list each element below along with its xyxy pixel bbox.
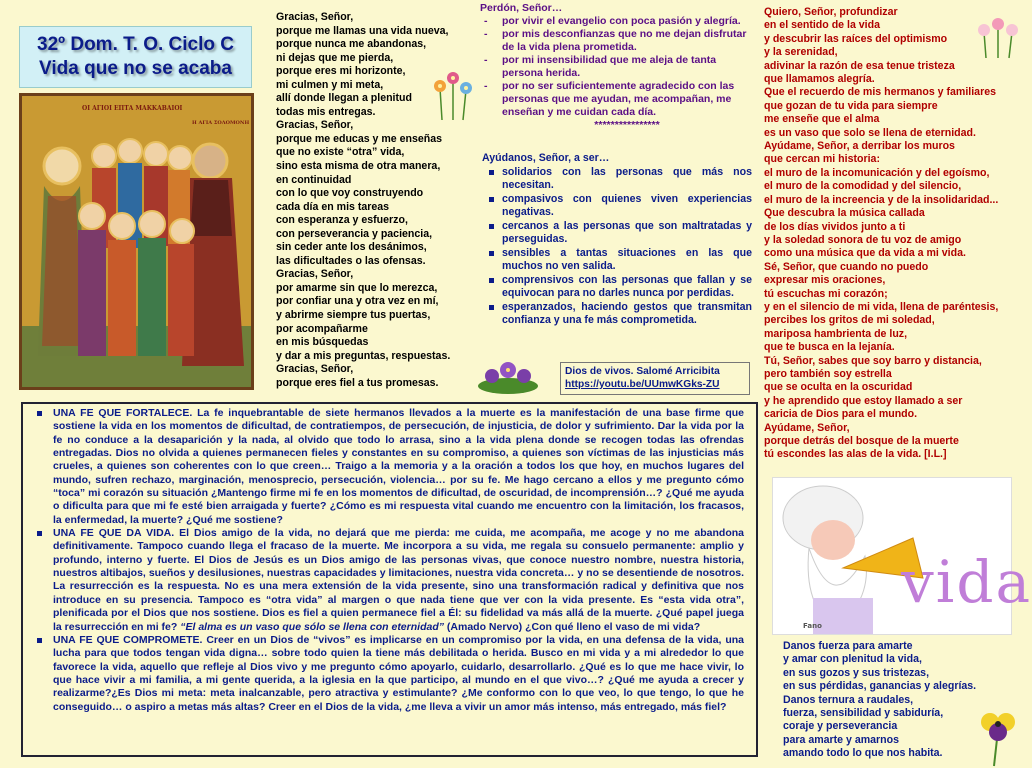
gracias-line: Gracias, Señor,: [276, 363, 354, 376]
quiero-line: adivinar la razón de esa tenue tristeza: [764, 59, 955, 72]
reflection-box: [21, 402, 758, 757]
quiero-line: Quiero, Señor, profundizar: [764, 6, 898, 18]
gracias-line: en mis búsquedas: [276, 336, 369, 349]
gracias-line: Gracias, Señor,: [276, 268, 354, 281]
title-line-2: Vida que no se acaba: [39, 58, 232, 79]
perdon-heading: Perdón, Señor…: [480, 2, 563, 14]
list-item: - por mi insensibilidad que me aleja de tanta persona herida.: [480, 54, 752, 80]
reflection-quote: “El alma es un vaso que sólo se llena con eternidad”: [180, 620, 444, 633]
quiero-line: y he aprendido que estoy llamado a ser: [764, 394, 963, 407]
quiero-line: percibes los gritos de mi soledad,: [764, 314, 935, 327]
quiero-line: como una música que da vida a mi vida.: [764, 247, 966, 260]
danos-line: y amar con plenitud la vida,: [783, 653, 922, 666]
danos-line: coraje y perseverancia: [783, 720, 898, 733]
reflection-text: UNA FE QUE FORTALECE. La fe inquebrantable de siete hermanos llevados a la muerte es la manifestación de una base firme que sostiene la vida en los momentos de dificultad, de contratiempos, de persecución, de injusticia, de dolor y sufrimiento. Dar la vida por la fe no conduce a la desaparición y la nada, al olvido que todo lo arrasa, sino a la vida plena donde se recogen todas las ofrendas entregadas. Dios no olvida a quienes permanecen fieles y constantes en su compromiso, a quienes son víctimas de las injusticias más crueles, a quienes son coherentes con lo que creen… Traigo a la memoria y a la oración a todos los que hoy, en muchos lugares del mundo, sufren rechazo, marginación, menosprecio, persecución, violencia… por su fe. Me hago cercano a ellos y me pregunto cómo “toca” mi corazón su situación ¿Mantengo firme mi fe en los momentos de dificultad, de oscuridad, de incomprensión…? ¿Qué me ayuda o dificulta para que mi fe esté bien arraigada y fuerte? ¿Cómo es mi respuesta vital cuando me encuentro con la limitación, los fracasos, la enfermedad, la muerte? ¿Qué me sostiene?: [53, 407, 744, 526]
gracias-line: y abrirme siempre tus puertas,: [276, 309, 431, 322]
quiero-line: Ayúdame, Señor,: [764, 421, 850, 434]
gracias-line: todas mis entregas.: [276, 105, 376, 118]
danos-line: amando todo lo que nos habita.: [783, 747, 943, 760]
quiero-line: que cercan mi historia:: [764, 153, 880, 166]
ayudanos-heading: Ayúdanos, Señor, a ser…: [482, 152, 610, 164]
danos-line: para amarte y amarnos: [783, 733, 900, 746]
list-item: cercanos a las personas que son maltratadas y perseguidas.: [482, 220, 752, 247]
perdon-prayer: [480, 2, 752, 132]
video-label: Dios de vivos. Salomé Arricibita: [565, 366, 720, 377]
danos-line: en sus pérdidas, ganancias y alegrías.: [783, 680, 977, 693]
painting-inscription-right: Η ΑΓΙΑ ΣΟΛΟΜΟΝΗ: [192, 120, 250, 126]
video-link[interactable]: https://youtu.be/UUmwKGks-ZU: [565, 379, 720, 390]
title-line-1: 32º Dom. T. O. Ciclo C: [37, 34, 234, 55]
quiero-line: y la serenidad,: [764, 46, 838, 59]
gracias-line: en continuidad: [276, 173, 352, 186]
quiero-line: expresar mis oraciones,: [764, 274, 886, 287]
title-box: [19, 26, 252, 88]
gracias-line: sin ceder ante los desánimos,: [276, 241, 427, 254]
danos-prayer: [783, 640, 976, 761]
gracias-line: porque eres mi horizonte,: [276, 65, 406, 78]
quiero-line: me enseñe que el alma: [764, 113, 880, 126]
quiero-line: el muro de la increencia y de la insolidaridad...: [764, 193, 999, 206]
quiero-line: mariposa hambrienta de luz,: [764, 327, 908, 340]
gracias-line: porque nunca me abandonas,: [276, 38, 427, 51]
quiero-line: que se oculta en la oscuridad: [764, 381, 913, 394]
violets-icon: [470, 352, 546, 396]
quiero-prayer: [764, 6, 998, 462]
quiero-line: el muro de la comodidad y del silencio,: [764, 180, 962, 193]
quiero-line: Ayúdame, Señor, a derribar los muros: [764, 140, 955, 153]
quiero-line: Que el recuerdo de mis hermanos y familiares: [764, 86, 996, 99]
gracias-line: Gracias, Señor,: [276, 11, 354, 23]
quiero-line: y la soledad sonora de tu voz de amigo: [764, 233, 962, 246]
gracias-line: ni dejas que me pierda,: [276, 51, 394, 64]
gracias-line: con lo que voy construyendo: [276, 187, 424, 200]
quiero-line: el muro de la incomunicación y del egoísmo,: [764, 166, 990, 179]
list-item: compasivos con quienes viven experiencias negativas.: [482, 193, 752, 220]
quiero-line: y descubrir las raíces del optimismo: [764, 32, 948, 45]
danos-line: en sus gozos y sus tristezas,: [783, 666, 930, 679]
reflection-text: UNA FE QUE COMPROMETE. Creer en un Dios de “vivos” es implicarse en un compromiso por la vida, en una defensa de la vida, una lucha para que todos tengan vida digna… sobre todo quien la tiene más debilitada o herida. Busco en mi vida y a mi alrededor lo que favorece la vida, aquello que refleje al Dios vivo y me pregunto cómo apoyarlo, cuidarlo, desarrollarlo. ¿Qué es lo que me hace vivir, lo que hace vivir a mi familia, a mi gente querida, a la iglesia en la que participo, al mundo en el que vivo…? ¿Qué me ayuda a crecer y realizarme?¿Es Dios mi meta: meta inalcanzable, pero atractiva y estimulante? ¿Me conformo con lo que veo, lo que tengo, lo que he conseguido… o aspiro a metas más altas? Creer en el Dios de la vida, ¿me lleva a vivir un amor más intenso, más entregado, más fiel?: [53, 633, 744, 713]
reflection-item: [35, 527, 744, 634]
list-item: sensibles a tantas situaciones en las que muchos no ven salida.: [482, 247, 752, 274]
list-item: - por no ser suficientemente agradecido con las personas que me ayudan, me acompañan, me enseñan y me cuidan cada día.: [480, 80, 752, 119]
gracias-line: por acompañarme: [276, 322, 368, 335]
gracias-line: por amarme sin que lo merezca,: [276, 281, 438, 294]
reflection-list: [35, 407, 744, 714]
list-item: solidarios con las personas que más nos necesitan.: [482, 166, 752, 193]
danos-line: Danos ternura a raudales,: [783, 693, 914, 706]
danos-line: fuerza, sensibilidad y sabiduría,: [783, 707, 944, 720]
ayudanos-prayer: [482, 152, 752, 328]
reflection-item: [35, 634, 744, 714]
gracias-line: allí donde llegan a plenitud: [276, 92, 412, 105]
gracias-line: porque me llamas una vida nueva,: [276, 24, 449, 37]
list-item: esperanzados, haciendo gestos que transmitan confianza y una fe más comprometida.: [482, 301, 752, 328]
icon-painting-image: [19, 93, 254, 390]
maccabees-icon: [22, 96, 251, 387]
painting-inscription: ΟΙ ΑΓΙΟΙ ΕΠΤΑ ΜΑΚΚΑΒΑΙΟΙ: [82, 105, 183, 112]
quiero-line: tú escondes las alas de la vida. [I.L.]: [764, 448, 947, 461]
ayudanos-list: [482, 166, 752, 328]
quiero-line: caricia de Dios para el mundo.: [764, 408, 918, 421]
quiero-line: pero también soy estrella: [764, 367, 892, 380]
danos-line: Danos fuerza para amarte: [783, 640, 913, 652]
gracias-line: cada día en mis tareas: [276, 200, 390, 213]
gracias-line: con perseverancia y paciencia,: [276, 227, 433, 240]
quiero-line: Que descubra la música callada: [764, 207, 925, 220]
list-item: - por vivir el evangelio con poca pasión y alegría.: [480, 15, 752, 28]
quiero-line: Sé, Señor, que cuando no puedo: [764, 260, 929, 273]
quiero-line: tú escuchas mi corazón;: [764, 287, 888, 300]
gracias-line: por confiar una y otra vez en mí,: [276, 295, 439, 308]
list-item: - por mis desconfianzas que no me dejan disfrutar de la vida plena prometida.: [480, 28, 752, 54]
reflection-text: UNA FE QUE DA VIDA. El Dios amigo de la vida, no dejará que me pierda: me cuida, me acompaña, me acoge y no me abandona definitivamente. Tampoco cuando llega el fracaso de la muerte. Me incorpora a su vida, me regala su consuelo permanente: amplio y profundo, interno y fuerte. El Dios de Jesús es un Dios amigo de las personas vivas, que conoce nuestro nombre, nuestra historia, nuestros altibajos, sueños y desilusiones, nuestras capacidades y limitaciones, nuestra vida concreta… y no se desentiende de nosotros. La resurrección es la respuesta. No es una mera extensión de la vida presente, sino una transformación radical y definitiva que nos introduce en su presencia. Tampoco es “otra vida” al margen o que nada tiene que ver con la vida presente. Es “esta vida otra”, plenificada por el Dios que nos sostiene. Dios es fiel a quien permanece fiel a Él: su fidelidad va más allá de la muerte. ¿Qué papel juega la resurrección en mi fe?: [53, 527, 744, 633]
reflection-item: [35, 407, 744, 527]
quiero-line: que gozan de tu vida para siempre: [764, 99, 938, 112]
gracias-line: y dar a mis preguntas, respuestas.: [276, 349, 451, 362]
quiero-line: porque detrás del bosque de la muerte: [764, 435, 959, 447]
gracias-line: las dificultades o las ofensas.: [276, 254, 426, 267]
quiero-line: es un vaso que solo se llena de eternidad.: [764, 126, 976, 139]
gracias-line: sino esta misma de otra manera,: [276, 160, 441, 173]
list-item: comprensivos con las personas que fallan y se equivocan para no darles nunca por perdidas.: [482, 274, 752, 301]
gracias-line: porque eres fiel a tus promesas.: [276, 376, 439, 389]
gracias-line: porque me educas y me enseñas: [276, 132, 443, 145]
quiero-line: en el sentido de la vida: [764, 19, 880, 32]
gracias-line: que no existe “otra” vida,: [276, 146, 405, 159]
perdon-list: [480, 15, 752, 119]
pansy-icon: [972, 700, 1022, 766]
stars-divider: ****************: [594, 119, 660, 131]
quiero-line: y en el silencio de mi vida, llena de paréntesis,: [764, 300, 999, 313]
vida-illustration: [772, 477, 1032, 635]
reflection-after: (Amado Nervo) ¿Con qué lleno el vaso de mi vida?: [446, 620, 701, 633]
quiero-line: Tú, Señor, sabes que soy barro y distancia,: [764, 354, 982, 367]
gracias-prayer: [276, 11, 450, 390]
quiero-line: que llamamos alegría.: [764, 73, 875, 86]
gracias-line: con esperanza y esfuerzo,: [276, 214, 408, 227]
vida-word: vida: [901, 548, 1032, 616]
gracias-line: Gracias, Señor,: [276, 119, 354, 132]
video-reference-box: [560, 362, 750, 395]
gracias-line: mi culmen y mi meta,: [276, 78, 384, 91]
vida-signature: Fano: [803, 622, 822, 630]
quiero-line: que te busca en la lejanía.: [764, 341, 895, 354]
quiero-line: de los días vividos junto a ti: [764, 220, 906, 233]
